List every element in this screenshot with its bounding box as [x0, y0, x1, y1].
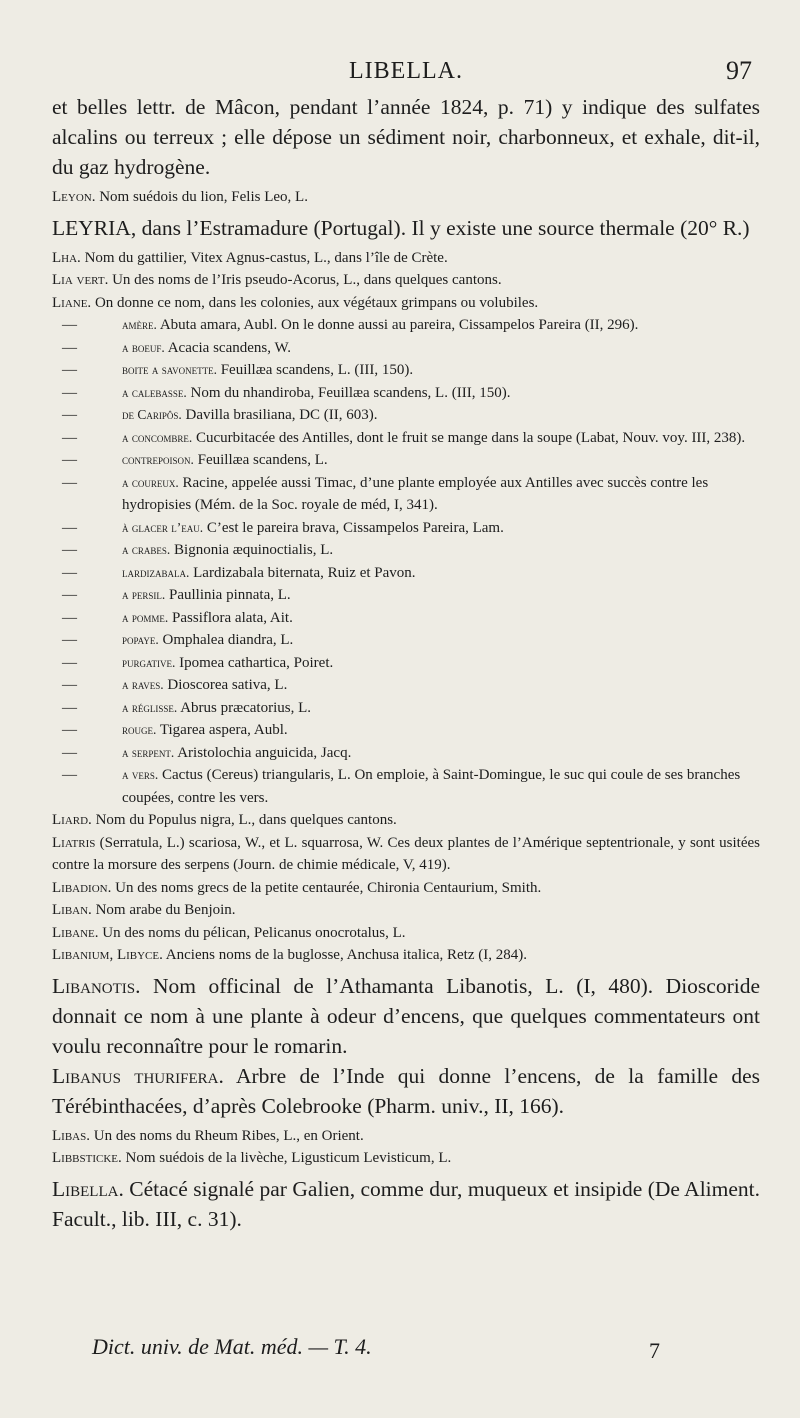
subentry-text: Aristolochia anguicida, Jacq. — [177, 744, 352, 761]
list-item — [52, 562, 760, 585]
subentry-text: Paullinia pinnata, L. — [169, 587, 291, 603]
entry-lia-vert — [52, 269, 760, 292]
subentry-term: lardizabala. — [122, 564, 190, 580]
list-item — [52, 314, 760, 337]
page-header — [52, 52, 760, 92]
entry-text: Nom du gattilier, Vitex Agnus-castus, L., dans l’île de Crète. — [84, 249, 448, 266]
subentry-term: a réglisse. — [122, 699, 178, 715]
dash: — — [62, 677, 77, 693]
liane-subentry-list — [52, 314, 760, 809]
entry-text: Un des noms du pélican, Pelicanus onocrotalus, L. — [102, 924, 406, 941]
dash: — — [62, 699, 77, 716]
entry-libas — [52, 1125, 760, 1148]
entry-head: Liban. — [52, 902, 92, 918]
subentry-term: a coureux. — [122, 474, 179, 490]
page-number: 97 — [726, 56, 752, 85]
dash: — — [62, 384, 77, 401]
entry-head: Libanium, Libyce. — [52, 947, 163, 963]
dash: — — [62, 452, 77, 468]
entry-head: Liard. — [52, 812, 92, 828]
subentry-text: Passiflora alata, Ait. — [172, 609, 293, 626]
entry-text: Un des noms de l’Iris pseudo-Acorus, L., dans quelques cantons. — [112, 272, 502, 288]
subentry-text: Tigarea aspera, Aubl. — [159, 722, 288, 738]
dash: — — [62, 654, 77, 671]
subentry-text: Feuillæa scandens, L. (III, 150). — [220, 362, 414, 378]
entry-text: , dans l’Estramadure (Portugal). Il y existe une source thermale (20° R.) — [130, 215, 750, 240]
list-item — [52, 607, 760, 630]
footer-reference: Dict. univ. de Mat. méd. — T. 4. — [92, 1334, 372, 1359]
subentry-term: a boeuf. — [122, 339, 165, 355]
list-item — [52, 359, 760, 382]
entry-text: Cétacé signalé par Galien, comme dur, muqueux et insipide (De Aliment. Facult., lib. III, c. 31). — [52, 1176, 761, 1231]
entry-libane — [52, 922, 760, 945]
entry-text: Arbre de l’Inde qui donne l’encens, de la famille des Térébinthacées, d’après Colebrooke (Pharm. univ., II, 166). — [52, 1063, 760, 1118]
dash: — — [62, 474, 77, 491]
dash: — — [62, 564, 77, 581]
subentry-term: a serpent. — [122, 744, 175, 760]
continuation-paragraph: et belles lettr. de Mâcon, pendant l’année 1824, p. 71) y indique des sulfates alcalins ou terreux ; elle dépose un sédiment noir, charbonneux, et exhale, dit-il, du gaz hydrogène. — [52, 95, 760, 179]
dash: — — [62, 542, 77, 558]
dash: — — [62, 587, 77, 603]
subentry-text: Cucurbitacée des Antilles, dont le fruit se mange dans la soupe (Labat, Nouv. voy. III, 238). — [196, 429, 746, 446]
entry-liane — [52, 292, 760, 315]
subentry-text: Bignonia æquinoctialis, L. — [174, 542, 334, 558]
subentry-text: Abuta amara, Aubl. On le donne aussi au pareira, Cissampelos Pareira (II, 296). — [159, 317, 639, 333]
dash: — — [62, 722, 77, 738]
subentry-text: Abrus præcatorius, L. — [180, 699, 312, 716]
entry-libbsticke — [52, 1147, 760, 1170]
dash: — — [62, 632, 77, 648]
entry-head: Libbsticke. — [52, 1150, 122, 1166]
entry-text: Nom du Populus nigra, L., dans quelques cantons. — [95, 812, 397, 828]
subentry-term: de Caripôs. — [122, 407, 182, 422]
subentry-term: a persil. — [122, 587, 166, 602]
subentry-term: a concombre. — [122, 429, 193, 445]
dash: — — [62, 407, 77, 423]
entry-text: Nom officinal de l’Athamanta Libanotis, L. (I, 480). Dioscoride donnait ce nom à une plante à odeur d’encens, que quelques commentateurs ont voulu reconnaître pour le romarin. — [52, 973, 761, 1058]
entry-liban — [52, 899, 760, 922]
subentry-text: Davilla brasiliana, DC (II, 603). — [185, 407, 378, 423]
entry-head: Lha. — [52, 249, 81, 266]
list-item — [52, 472, 760, 517]
entry-leyon — [52, 186, 760, 209]
dash: — — [62, 339, 77, 356]
subentry-text: Omphalea diandra, L. — [162, 632, 294, 648]
list-item — [52, 517, 760, 540]
entry-libadion — [52, 877, 760, 900]
list-item — [52, 449, 760, 472]
subentry-term: amère. — [122, 317, 157, 332]
dash: — — [62, 609, 77, 626]
entry-libanium — [52, 944, 760, 967]
subentry-term: à glacer l’eau. — [122, 519, 204, 535]
subentry-term: rouge. — [122, 722, 157, 737]
entry-head: LEYRIA — [52, 215, 131, 240]
list-item — [52, 584, 760, 607]
entry-text: Anciens noms de la buglosse, Anchusa italica, Retz (I, 284). — [165, 947, 527, 963]
subentry-term: a pomme. — [122, 609, 169, 625]
subentry-text: Racine, appelée aussi Timac, d’une plante employée aux Antilles avec succès contre les hydropisies (Mém. de la Soc. royale de méd, I, 341). — [122, 474, 709, 513]
entry-head: Libas. — [52, 1127, 90, 1144]
list-item — [52, 404, 760, 427]
entry-leyria — [52, 213, 760, 243]
dash: — — [62, 519, 77, 536]
list-item — [52, 674, 760, 697]
entry-text: Un des noms grecs de la petite centaurée, Chironia Centaurium, Smith. — [115, 879, 542, 896]
entry-lha — [52, 247, 760, 270]
subentry-term: a raves. — [122, 677, 164, 692]
entry-text: Nom arabe du Benjoin. — [95, 902, 236, 918]
entry-head: Libadion. — [52, 879, 112, 896]
page-footer — [92, 1334, 660, 1363]
list-item — [52, 742, 760, 765]
entry-libanotis — [52, 971, 760, 1061]
subentry-text: Dioscorea sativa, L. — [167, 677, 288, 693]
subentry-text: Lardizabala biternata, Ruiz et Pavon. — [193, 564, 416, 581]
entry-head: Leyon. — [52, 189, 96, 205]
subentry-term: a vers. — [122, 767, 159, 782]
entry-liatris — [52, 832, 760, 877]
subentry-text: Nom du nhandiroba, Feuillæa scandens, L. (III, 150). — [190, 384, 511, 401]
list-item — [52, 764, 760, 809]
signature-mark: 7 — [649, 1338, 660, 1363]
list-item — [52, 719, 760, 742]
subentry-term: a calebasse. — [122, 384, 187, 400]
dash: — — [62, 767, 77, 783]
entry-text: (Serratula, L.) scariosa, W., et L. squarrosa, W. Ces deux plantes de l’Amérique septentrionale, y sont usitées contre la morsure des serpens (Journ. de chimie médicale, V, 419). — [52, 834, 761, 873]
list-item — [52, 539, 760, 562]
entry-text: Nom suédois du lion, Felis Leo, L. — [99, 189, 308, 205]
subentry-term: purgative. — [122, 654, 176, 670]
entry-head: Lia vert. — [52, 272, 109, 288]
subentry-term: a crabes. — [122, 542, 171, 557]
list-item — [52, 337, 760, 360]
entry-libanus — [52, 1061, 760, 1121]
subentry-text: C’est le pareira brava, Cissampelos Pareira, Lam. — [206, 519, 504, 536]
entry-head: Libella. — [52, 1176, 124, 1201]
subentry-term: boite a savonette. — [122, 362, 217, 377]
subentry-text: Ipomea cathartica, Poiret. — [179, 654, 334, 671]
entry-text: On donne ce nom, dans les colonies, aux végétaux grimpans ou volubiles. — [94, 294, 539, 311]
entry-head: Liane. — [52, 294, 92, 311]
dash: — — [62, 429, 77, 446]
dash: — — [62, 362, 77, 378]
entry-libella — [52, 1174, 760, 1234]
running-title: LIBELLA. — [349, 58, 463, 84]
list-item — [52, 652, 760, 675]
dash: — — [62, 744, 77, 761]
dash: — — [62, 317, 77, 333]
list-item — [52, 427, 760, 450]
entry-head: Libanotis. — [52, 973, 141, 998]
subentry-term: contrepoison. — [122, 452, 194, 467]
subentry-term: popaye. — [122, 632, 159, 647]
list-item — [52, 382, 760, 405]
entry-text: Nom suédois de la livèche, Ligusticum Levisticum, L. — [125, 1150, 452, 1166]
list-item — [52, 629, 760, 652]
entry-text: Un des noms du Rheum Ribes, L., en Orient. — [93, 1127, 364, 1144]
entry-head: Liatris — [52, 834, 96, 851]
subentry-text: Acacia scandens, W. — [167, 339, 291, 356]
entry-head: Libane. — [52, 924, 99, 941]
subentry-text: Cactus (Cereus) triangularis, L. On emploie, à Saint-Domingue, le suc qui coule de ses branches coupées, contre les vers. — [122, 767, 741, 806]
subentry-text: Feuillæa scandens, L. — [197, 452, 328, 468]
list-item — [52, 697, 760, 720]
entry-head: Libanus thurifera. — [52, 1063, 224, 1088]
entry-liard — [52, 809, 760, 832]
